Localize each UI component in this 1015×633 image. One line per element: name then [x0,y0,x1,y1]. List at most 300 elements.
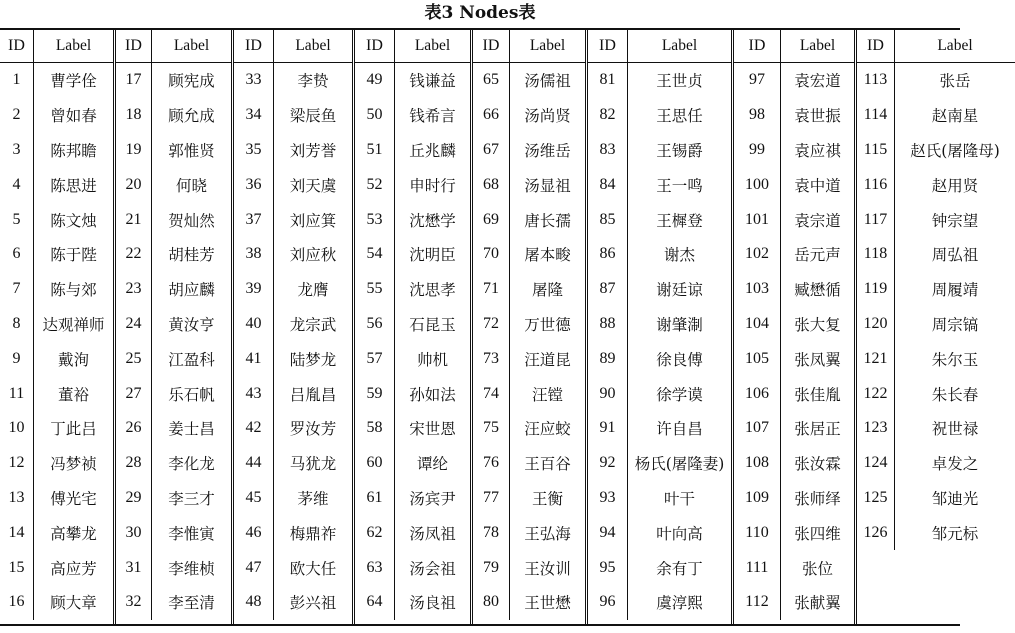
table-row [234,63,352,98]
node-id: 82 [588,98,628,133]
node-id: 40 [234,307,274,342]
table-row [473,550,585,585]
table-row [857,237,1015,272]
node-label: 龙宗武 [289,315,337,334]
table-row [473,481,585,516]
table-row [473,202,585,237]
table-row [588,307,731,342]
table-row [473,515,585,550]
table-row [234,98,352,133]
node-label: 李化龙 [168,455,215,474]
node-id: 4 [0,167,34,202]
node-label: 宋世恩 [409,420,456,439]
table-row [0,167,113,202]
table-block-2 [113,30,231,624]
node-id: 118 [857,237,895,272]
node-label: 王樨登 [656,211,703,230]
node-id: 120 [857,307,895,342]
table-row [0,481,113,516]
node-id: 35 [234,133,274,168]
node-label: 赵用贤 [931,176,979,195]
node-id: 17 [116,63,152,98]
table-row [116,133,231,168]
node-id: 28 [116,446,152,481]
node-label: 杨氏(屠隆妻) [634,455,725,474]
node-label: 丘兆麟 [409,141,456,160]
node-id: 41 [234,341,274,376]
header-id: ID [734,30,781,62]
node-label: 顾宪成 [168,72,215,91]
node-id: 126 [857,515,895,550]
node-id: 50 [355,98,395,133]
table-row [857,446,1015,481]
table-row [473,167,585,202]
table-row [734,481,854,516]
node-label: 钱谦益 [409,72,456,91]
node-label: 陈文烛 [50,211,97,230]
table-row [857,98,1015,133]
table-row [355,515,470,550]
table-row [116,481,231,516]
nodes-table [0,28,1000,626]
node-id: 16 [0,585,34,620]
node-id: 34 [234,98,274,133]
node-id: 92 [588,446,628,481]
table-row [588,202,731,237]
node-label: 石昆玉 [409,315,456,334]
header-id: ID [473,30,510,62]
header-row [588,30,731,63]
node-label: 何晓 [175,176,207,195]
node-label: 王锡爵 [656,141,703,160]
node-id: 70 [473,237,510,272]
table-row [116,550,231,585]
node-id: 7 [0,272,34,307]
node-label: 屠本畯 [524,246,571,265]
table-row [355,341,470,376]
node-label: 王世贞 [656,72,703,91]
table-row [0,272,113,307]
table-row [0,341,113,376]
node-id: 80 [473,585,510,620]
header-id: ID [0,30,34,62]
table-block-6 [585,30,731,624]
table-row [355,63,470,98]
table-row [355,237,470,272]
table-row [857,515,1015,550]
table-row [116,98,231,133]
node-label: 冯梦祯 [50,455,97,474]
node-id: 69 [473,202,510,237]
node-label: 张汝霖 [794,455,841,474]
header-label: Label [295,37,331,54]
node-label: 卓发之 [931,455,979,474]
table-block-7 [731,30,854,624]
node-id: 84 [588,167,628,202]
node-label: 姜士昌 [168,420,215,439]
node-id: 13 [0,481,34,516]
node-label: 汪应蛟 [524,420,571,439]
node-id: 65 [473,63,510,98]
table-row [473,307,585,342]
node-label: 汤良祖 [409,594,456,613]
table-row [234,550,352,585]
node-label: 汤会祖 [409,559,456,578]
node-label: 王思任 [656,107,703,126]
header-id: ID [355,30,395,62]
node-label: 达观禅师 [42,315,105,334]
table-row [0,550,113,585]
table-row [234,272,352,307]
node-id: 122 [857,376,895,411]
table-row [116,585,231,620]
node-label: 唐长孺 [524,211,571,230]
node-id: 9 [0,341,34,376]
node-id: 115 [857,133,895,168]
node-label: 刘应秋 [289,246,337,265]
node-id: 112 [734,585,781,620]
node-label: 顾允成 [168,107,215,126]
table-row [473,133,585,168]
node-id: 39 [234,272,274,307]
table-row [116,515,231,550]
table-block-4 [352,30,470,624]
node-label: 万世德 [524,315,571,334]
node-label: 曾如春 [50,107,97,126]
node-id: 44 [234,446,274,481]
node-label: 刘应箕 [289,211,337,230]
node-label: 赵南星 [931,107,979,126]
node-label: 李贽 [297,72,329,91]
node-label: 李三才 [168,489,215,508]
node-label: 戴洵 [57,350,89,369]
table-row [588,167,731,202]
table-row [234,515,352,550]
node-label: 周履靖 [931,281,979,300]
node-id: 117 [857,202,895,237]
node-label: 顾大章 [50,594,97,613]
node-label: 贺灿然 [168,211,215,230]
node-id: 72 [473,307,510,342]
node-id: 98 [734,98,781,133]
node-id: 91 [588,411,628,446]
node-id: 71 [473,272,510,307]
node-id: 109 [734,481,781,516]
node-id: 24 [116,307,152,342]
table-row [857,411,1015,446]
table-row [588,272,731,307]
table-row [0,307,113,342]
table-row [734,585,854,620]
node-id: 32 [116,585,152,620]
table-row [857,341,1015,376]
table-row [734,376,854,411]
table-block-3 [231,30,352,624]
node-label: 汪镗 [531,385,563,404]
node-id: 86 [588,237,628,272]
node-label: 李惟寅 [168,524,215,543]
node-label: 臧懋循 [794,281,841,300]
node-label: 徐学谟 [656,385,703,404]
table-row [355,376,470,411]
table-row [0,515,113,550]
node-id: 59 [355,376,395,411]
node-id: 67 [473,133,510,168]
node-label: 胡桂芳 [168,246,215,265]
node-id: 26 [116,411,152,446]
table-row [355,133,470,168]
node-id: 52 [355,167,395,202]
node-label: 汤尚贤 [524,107,571,126]
node-id: 45 [234,481,274,516]
node-id: 54 [355,237,395,272]
table-row [355,550,470,585]
table-row [116,446,231,481]
node-id: 46 [234,515,274,550]
table-row [857,272,1015,307]
node-label: 王百谷 [524,455,571,474]
node-id: 124 [857,446,895,481]
node-id: 27 [116,376,152,411]
table-row [355,585,470,620]
node-id: 73 [473,341,510,376]
table-row [234,167,352,202]
node-id: 43 [234,376,274,411]
node-id: 31 [116,550,152,585]
table-row [857,167,1015,202]
table-row [588,446,731,481]
node-id: 29 [116,481,152,516]
node-label: 马犹龙 [289,455,337,474]
node-label: 龙膺 [297,281,329,300]
node-id: 15 [0,550,34,585]
table-row [116,237,231,272]
node-id: 68 [473,167,510,202]
node-id: 116 [857,167,895,202]
node-label: 张献翼 [794,594,841,613]
node-label: 梅鼎祚 [289,524,337,543]
header-label: Label [937,37,973,54]
table-row [355,307,470,342]
table-row [857,63,1015,98]
node-id: 81 [588,63,628,98]
node-label: 吕胤昌 [289,385,337,404]
node-label: 胡应麟 [168,281,215,300]
table-row [234,376,352,411]
table-row [116,167,231,202]
table-row [588,133,731,168]
node-label: 赵氏(屠隆母) [910,141,1000,160]
node-label: 王世懋 [524,594,571,613]
node-label: 朱尔玉 [931,350,979,369]
table-row [734,272,854,307]
node-label: 傅光宅 [50,489,97,508]
node-label: 张凤翼 [794,350,841,369]
node-label: 罗汝芳 [289,420,337,439]
node-label: 欧大任 [289,559,337,578]
node-label: 叶干 [663,489,695,508]
node-label: 岳元声 [794,246,841,265]
node-label: 袁世振 [794,107,841,126]
header-row [734,30,854,63]
table-row [0,376,113,411]
node-id: 3 [0,133,34,168]
node-id: 56 [355,307,395,342]
header-label: Label [529,37,566,54]
table-row [734,98,854,133]
node-label: 黄汝亨 [168,315,215,334]
table-row [355,272,470,307]
node-label: 沈明臣 [409,246,456,265]
node-label: 丁此吕 [50,420,97,439]
node-label: 汤显祖 [524,176,571,195]
table-row [734,167,854,202]
table-row [0,133,113,168]
table-row [0,63,113,98]
table-row [116,272,231,307]
header-row [857,30,1015,63]
table-row [588,376,731,411]
table-row [734,202,854,237]
node-id: 12 [0,446,34,481]
table-row [234,481,352,516]
node-label: 邹元标 [931,524,979,543]
table-row [734,550,854,585]
header-row [0,30,113,63]
node-id: 47 [234,550,274,585]
node-id: 83 [588,133,628,168]
node-label: 王衡 [531,489,563,508]
node-id: 77 [473,481,510,516]
header-row [473,30,585,63]
table-row [734,341,854,376]
header-row [355,30,470,63]
table-row [234,341,352,376]
table-row [473,446,585,481]
node-id: 99 [734,133,781,168]
table-row [473,272,585,307]
table-row [355,481,470,516]
header-label: Label [661,37,698,54]
node-label: 邹迪光 [931,489,979,508]
table-block-1 [0,30,113,624]
node-id: 66 [473,98,510,133]
table-row [857,481,1015,516]
node-label: 陆梦龙 [289,350,337,369]
node-label: 帅机 [416,350,448,369]
node-label: 董裕 [57,385,89,404]
node-id: 55 [355,272,395,307]
table-row [734,133,854,168]
table-row [116,63,231,98]
node-id: 125 [857,481,895,516]
node-id: 10 [0,411,34,446]
table-row [588,237,731,272]
node-id: 30 [116,515,152,550]
table-row [234,446,352,481]
table-row [588,63,731,98]
table-row [734,63,854,98]
node-id: 103 [734,272,781,307]
node-label: 袁应祺 [794,141,841,160]
node-id: 74 [473,376,510,411]
node-label: 刘天虞 [289,176,337,195]
node-label: 张大复 [794,315,841,334]
node-label: 汤宾尹 [409,489,456,508]
node-label: 曹学佺 [50,72,97,91]
node-label: 孙如法 [409,385,456,404]
node-label: 李维桢 [168,559,215,578]
node-id: 104 [734,307,781,342]
table-row [0,411,113,446]
node-id: 114 [857,98,895,133]
node-label: 申时行 [409,176,456,195]
node-label: 刘芳誉 [289,141,337,160]
table-row [473,237,585,272]
table-row [588,481,731,516]
node-label: 钱希言 [409,107,456,126]
node-label: 汪道昆 [524,350,571,369]
table-row [0,237,113,272]
table-row [734,515,854,550]
node-id: 96 [588,585,628,620]
node-label: 袁中道 [794,176,841,195]
node-label: 徐良傅 [656,350,703,369]
node-label: 郭惟贤 [168,141,215,160]
node-label: 谢杰 [663,246,695,265]
table-row [234,411,352,446]
node-id: 64 [355,585,395,620]
table-row [355,98,470,133]
table-row [857,376,1015,411]
table-row [734,411,854,446]
table-row [734,446,854,481]
node-label: 王一鸣 [656,176,703,195]
table-row [588,341,731,376]
node-label: 张师绎 [794,489,841,508]
node-label: 袁宏道 [794,72,841,91]
table-row [473,98,585,133]
node-id: 110 [734,515,781,550]
node-id: 22 [116,237,152,272]
node-id: 21 [116,202,152,237]
node-id: 51 [355,133,395,168]
node-label: 彭兴祖 [289,594,337,613]
table-row [588,515,731,550]
node-id: 33 [234,63,274,98]
node-id: 102 [734,237,781,272]
node-label: 陈与郊 [50,281,97,300]
table-row [857,307,1015,342]
node-label: 周弘祖 [931,246,979,265]
node-label: 祝世禄 [931,420,979,439]
node-id: 113 [857,63,895,98]
table-row [0,98,113,133]
node-label: 高攀龙 [50,524,97,543]
table-row [588,585,731,620]
node-id: 49 [355,63,395,98]
header-row [116,30,231,63]
node-label: 汤维岳 [524,141,571,160]
node-id: 63 [355,550,395,585]
node-id: 42 [234,411,274,446]
node-id: 88 [588,307,628,342]
table-row [0,585,113,620]
node-label: 陈邦瞻 [50,141,97,160]
header-label: Label [414,37,451,54]
table-row [355,202,470,237]
table-caption: 表3 Nodes表 [424,3,536,23]
